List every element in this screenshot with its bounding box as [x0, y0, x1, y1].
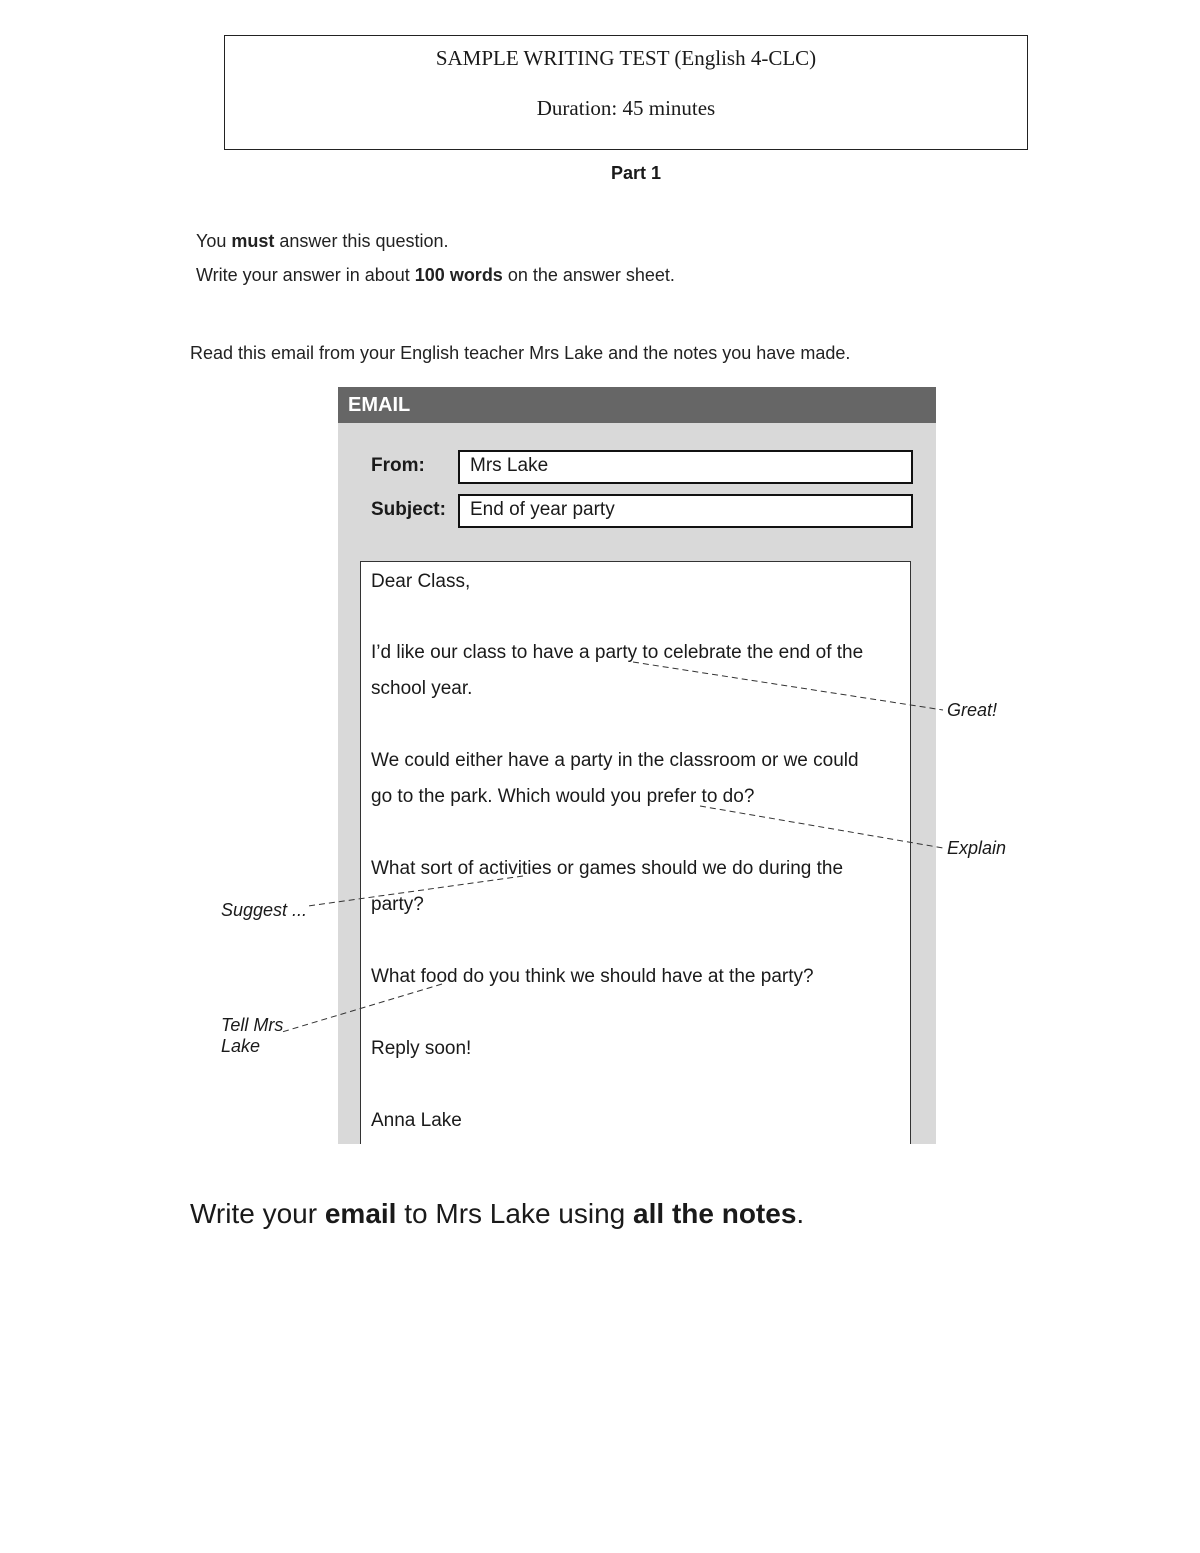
email-p3-line2: party? [371, 894, 424, 915]
leader-great [633, 662, 943, 710]
email-p4: What food do you think we should have at the party? [371, 966, 814, 987]
email-p2-line2: go to the park. Which would you prefer to do? [371, 786, 755, 807]
email-header-label: EMAIL [348, 394, 411, 416]
email-p1-line2: school year. [371, 678, 473, 699]
test-duration: Duration: 45 minutes [536, 96, 716, 120]
email-greeting: Dear Class, [371, 571, 471, 592]
leader-suggest [308, 876, 523, 906]
instruction-line-2: Write your answer in about 100 words on the answer sheet. [196, 265, 675, 285]
note-explain: Explain [947, 838, 1007, 858]
subject-label: Subject: [371, 499, 446, 520]
from-field: Mrs Lake [458, 450, 913, 484]
note-tell-mrs-lake: Tell Mrs Lake [221, 1015, 284, 1056]
task-instruction: Write your email to Mrs Lake using all the notes. [190, 1198, 805, 1229]
email-p2-line1: We could either have a party in the classroom or we could [371, 750, 859, 771]
leader-explain [700, 806, 943, 848]
subject-field: End of year party [458, 494, 913, 528]
email-closing: Reply soon! [371, 1038, 472, 1059]
email-signature: Anna Lake [371, 1110, 462, 1131]
part-label: Part 1 [610, 163, 662, 183]
note-great: Great! [947, 700, 998, 720]
email-p3-line1: What sort of activities or games should we do during the [371, 858, 844, 879]
instruction-line-1: You must answer this question. [196, 231, 449, 251]
leader-tell [282, 984, 442, 1032]
note-suggest: Suggest ... [221, 900, 308, 920]
read-instruction: Read this email from your English teacher Mrs Lake and the notes you have made. [190, 343, 851, 363]
test-title: SAMPLE WRITING TEST (English 4-CLC) [435, 46, 817, 70]
from-label: From: [371, 455, 425, 476]
email-p1-line1: I’d like our class to have a party to celebrate the end of the [371, 642, 864, 663]
